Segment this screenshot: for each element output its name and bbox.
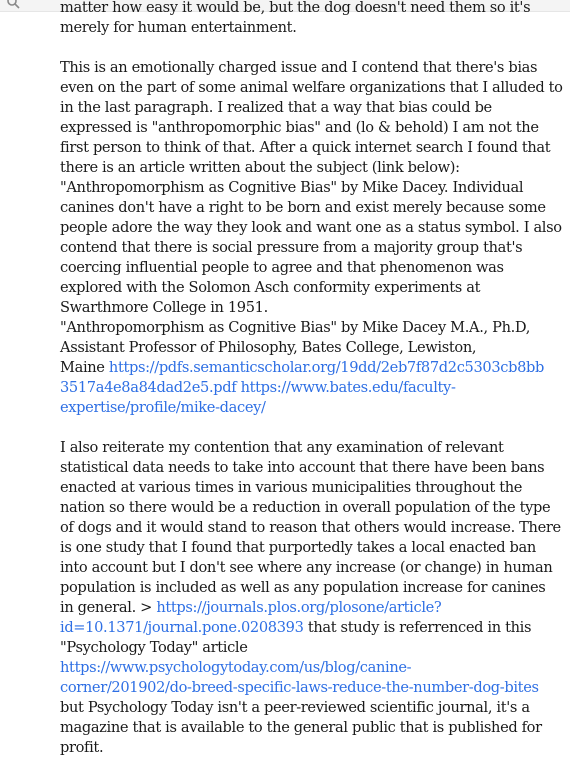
- text-line: magazine that is available to the general public that is published for: [60, 719, 542, 736]
- text-line: This is an emotionally charged issue and I contend that there's bias: [60, 59, 538, 76]
- link-semanticscholar-pdf-cont[interactable]: 3517a4e8a84dad2e5.pdf: [60, 379, 237, 396]
- text-line: I also reiterate my contention that any examination of relevant: [60, 439, 504, 456]
- text-line: enacted at various times in various municipalities throughout the: [60, 479, 523, 496]
- search-icon[interactable]: [6, 0, 20, 8]
- link-psychology-today[interactable]: https://www.psychologytoday.com/us/blog/canine-: [60, 659, 412, 676]
- text-line: in the last paragraph. I realized that a way that bias could be: [60, 99, 492, 116]
- text-line: merely for human entertainment.: [60, 19, 297, 36]
- link-plos-one-cont[interactable]: id=10.1371/journal.pone.0208393: [60, 619, 304, 636]
- text-line: [60, 378, 562, 398]
- text-line: "Anthropomorphism as Cognitive Bias" by Mike Dacey. Individual: [60, 179, 524, 196]
- paragraph-statistical-data: [60, 438, 562, 758]
- text-line: Swarthmore College in 1951.: [60, 299, 268, 316]
- text-line: [60, 398, 562, 418]
- text-line: population is included as well as any population increase for canines: [60, 579, 546, 596]
- text-line: there is an article written about the subject (link below):: [60, 159, 460, 176]
- text-line: nation so there would be a reduction in overall population of the type: [60, 499, 551, 516]
- text-line: [60, 658, 562, 678]
- text-in-general: in general. >: [60, 599, 153, 616]
- text-line: canines don't have a right to be born and exist merely because some: [60, 199, 546, 216]
- paragraph-anthropomorphic-bias: [60, 58, 562, 418]
- text-line: even on the part of some animal welfare organizations that I alluded to: [60, 79, 563, 96]
- text-line: [60, 358, 562, 378]
- text-line: "Anthropomorphism as Cognitive Bias" by Mike Dacey M.A., Ph.D,: [60, 319, 531, 336]
- text-line: is one study that I found that purportedly takes a local enacted ban: [60, 539, 536, 556]
- text-line: of dogs and it would stand to reason that others would increase. There: [60, 519, 561, 536]
- text-line: [60, 618, 562, 638]
- link-plos-one[interactable]: https://journals.plos.org/plosone/article?: [156, 599, 442, 616]
- text-line: coercing influential people to agree and that phenomenon was: [60, 259, 504, 276]
- text-line: expressed is "anthropomorphic bias" and (lo & behold) I am not the: [60, 119, 539, 136]
- link-bates-faculty-cont[interactable]: expertise/profile/mike-dacey/: [60, 399, 266, 416]
- post-body: [60, 0, 562, 758]
- text-line: into account but I don't see where any increase (or change) in human: [60, 559, 553, 576]
- text-line: first person to think of that. After a quick internet search I found that: [60, 139, 551, 156]
- link-semanticscholar-pdf[interactable]: https://pdfs.semanticscholar.org/19dd/2eb7f87d2c5303cb8bb: [108, 359, 545, 376]
- text-line: contend that there is social pressure from a majority group that's: [60, 239, 523, 256]
- link-psychology-today-cont[interactable]: corner/201902/do-breed-specific-laws-reduce-the-number-dog-bites: [60, 679, 539, 696]
- text-referenced: that study is referrenced in this: [307, 619, 532, 636]
- text-maine: Maine: [60, 359, 105, 376]
- text-line: profit.: [60, 739, 104, 756]
- link-bates-faculty[interactable]: https://www.bates.edu/faculty-: [240, 379, 456, 396]
- text-line: [60, 678, 562, 698]
- text-line: matter how easy it would be, but the dog doesn't need them so it's: [60, 0, 531, 16]
- text-line: but Psychology Today isn't a peer-reviewed scientific journal, it's a: [60, 699, 530, 716]
- text-line: [60, 598, 562, 618]
- text-line: "Psychology Today" article: [60, 639, 248, 656]
- text-line: Assistant Professor of Philosophy, Bates College, Lewiston,: [60, 339, 477, 356]
- text-line: explored with the Solomon Asch conformity experiments at: [60, 279, 481, 296]
- text-line: statistical data needs to take into account that there have been bans: [60, 459, 545, 476]
- text-line: people adore the way they look and want one as a status symbol. I also: [60, 219, 562, 236]
